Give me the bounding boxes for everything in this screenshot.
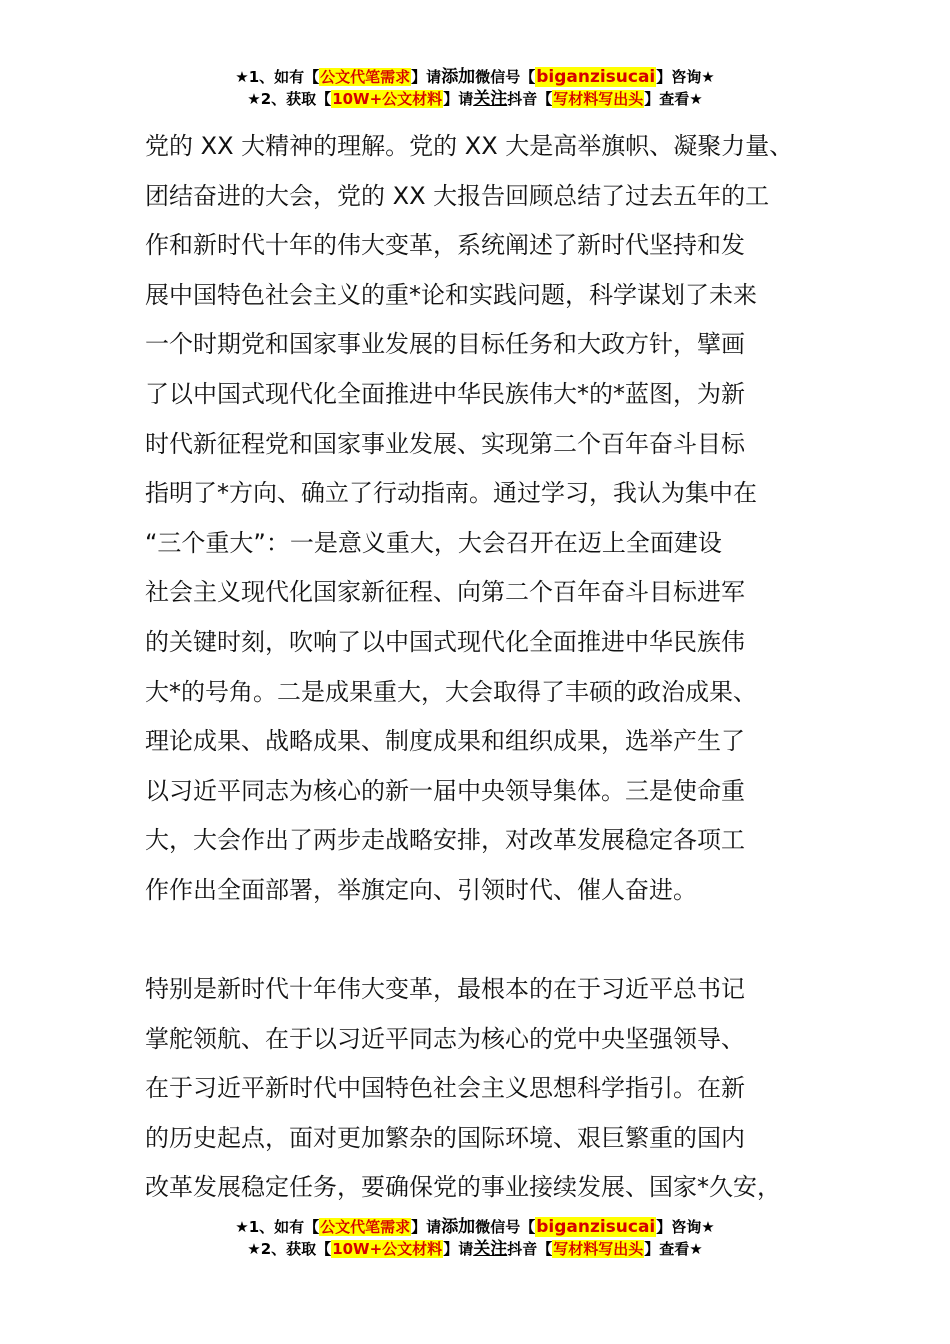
text-line: 了以中国式现代化全面推进中华民族伟大*的*蓝图，为新 xyxy=(145,379,745,408)
text-line: 团结奋进的大会，党的 XX 大报告回顾总结了过去五年的工 xyxy=(145,181,770,210)
text-line: 时代新征程党和国家事业发展、实现第二个百年奋斗目标 xyxy=(145,429,745,458)
text-line: 特别是新时代十年伟大变革，最根本的在于习近平总书记 xyxy=(145,975,745,1004)
banner-line-2 xyxy=(0,88,950,110)
paragraph-1 xyxy=(145,122,807,916)
banner-text: 抖音【 xyxy=(507,1240,553,1258)
text-line: 指明了*方向、确立了行动指南。通过学习，我认为集中在 xyxy=(145,479,757,508)
banner-text: 】请 xyxy=(443,90,474,108)
star-icon: ★ xyxy=(247,1240,261,1258)
text-line: 的关键时刻，吹响了以中国式现代化全面推进中华民族伟 xyxy=(145,627,745,656)
header-banner xyxy=(0,66,950,110)
banner-text: 】请 xyxy=(411,68,442,86)
banner-text: 2、获取【 xyxy=(260,90,332,108)
text-line: 大，大会作出了两步走战略安排，对改革发展稳定各项工 xyxy=(145,826,745,855)
banner-emphasis: 添加 xyxy=(441,1217,476,1237)
star-icon: ★ xyxy=(701,1218,715,1236)
highlight-materials: 10W+公文材料 xyxy=(332,1240,443,1258)
text-line: 理论成果、战略成果、制度成果和组织成果，选举产生了 xyxy=(145,727,745,756)
banner-text: 】查看 xyxy=(644,1240,690,1258)
star-icon: ★ xyxy=(247,90,261,108)
text-line: 掌舵领航、在于以习近平同志为核心的党中央坚强领导、 xyxy=(145,1024,745,1053)
document-body xyxy=(145,122,807,1213)
paragraph-2 xyxy=(145,965,807,1213)
highlight-douyin: 写材料写出头 xyxy=(553,1240,644,1258)
highlight-wechat-id: biganzisucai xyxy=(536,67,656,87)
banner-text: 抖音【 xyxy=(507,90,553,108)
banner-line-1 xyxy=(0,1216,950,1238)
text-line: 以习近平同志为核心的新一届中央领导集体。三是使命重 xyxy=(145,776,745,805)
text-line: 展中国特色社会主义的重*论和实践问题，科学谋划了未来 xyxy=(145,280,757,309)
text-line: 的历史起点，面对更加繁杂的国际环境、艰巨繁重的国内 xyxy=(145,1123,745,1152)
banner-text: 微信号【 xyxy=(475,68,536,86)
highlight-douyin: 写材料写出头 xyxy=(553,90,644,108)
text-line: 党的 XX 大精神的理解。党的 XX 大是高举旗帜、凝聚力量、 xyxy=(145,132,794,160)
banner-text: 1、如有【 xyxy=(248,68,320,86)
text-line: 一个时期党和国家事业发展的目标任务和大政方针，擘画 xyxy=(145,330,745,359)
banner-text: 2、获取【 xyxy=(260,1240,332,1258)
banner-text: 】请 xyxy=(411,1218,442,1236)
banner-text: 】请 xyxy=(443,1240,474,1258)
text-line: 作和新时代十年的伟大变革，系统阐述了新时代坚持和发 xyxy=(145,231,745,260)
star-icon: ★ xyxy=(235,68,249,86)
highlight-wechat-id: biganzisucai xyxy=(536,1217,656,1237)
paragraph-gap xyxy=(145,916,807,966)
banner-emphasis: 添加 xyxy=(441,67,476,87)
banner-text: 1、如有【 xyxy=(248,1218,320,1236)
star-icon: ★ xyxy=(689,90,703,108)
star-icon: ★ xyxy=(689,1240,703,1258)
star-icon: ★ xyxy=(701,68,715,86)
text-line: 大*的号角。二是成果重大，大会取得了丰硕的政治成果、 xyxy=(145,677,757,706)
banner-text: 】查看 xyxy=(644,90,690,108)
banner-text: 微信号【 xyxy=(475,1218,536,1236)
highlight-service: 公文代笔需求 xyxy=(320,68,411,86)
text-line: “三个重大”：一是意义重大，大会召开在迈上全面建设 xyxy=(145,528,722,557)
star-icon: ★ xyxy=(235,1218,249,1236)
text-line: 改革发展稳定任务，要确保党的事业接续发展、国家*久安， xyxy=(145,1173,781,1202)
banner-text: 】咨询 xyxy=(656,68,702,86)
text-line: 在于习近平新时代中国特色社会主义思想科学指引。在新 xyxy=(145,1074,745,1103)
banner-emphasis: 关注 xyxy=(473,89,508,109)
highlight-service: 公文代笔需求 xyxy=(320,1218,411,1236)
text-line: 社会主义现代化国家新征程、向第二个百年奋斗目标进军 xyxy=(145,578,745,607)
text-line: 作作出全面部署，举旗定向、引领时代、催人奋进。 xyxy=(145,875,697,904)
highlight-materials: 10W+公文材料 xyxy=(332,90,443,108)
banner-line-2 xyxy=(0,1238,950,1260)
footer-banner xyxy=(0,1216,950,1260)
banner-emphasis: 关注 xyxy=(473,1239,508,1259)
banner-text: 】咨询 xyxy=(656,1218,702,1236)
banner-line-1 xyxy=(0,66,950,88)
